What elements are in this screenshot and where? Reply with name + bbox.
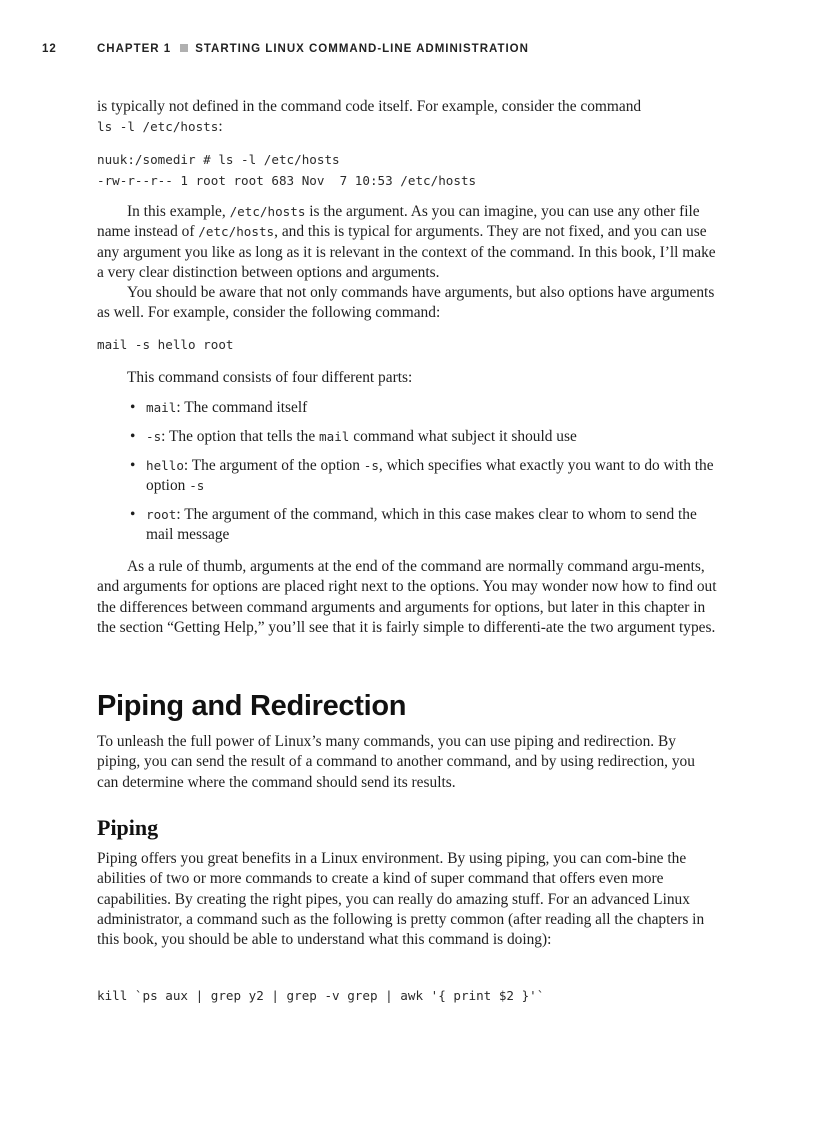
inline-code: mail (146, 400, 177, 415)
page-number: 12 (42, 43, 57, 55)
list-item (130, 398, 720, 418)
inline-code: root (146, 507, 177, 522)
code-line: -rw-r--r-- 1 root root 683 Nov 7 10:53 /etc/hosts (97, 173, 477, 188)
running-head (97, 43, 529, 55)
inline-code: ls -l /etc/hosts (97, 119, 219, 135)
section-heading: Piping and Redirection (97, 690, 407, 722)
inline-code: -s (146, 429, 162, 444)
list-item (130, 456, 720, 496)
item-text: : The command itself (176, 399, 308, 416)
paragraph: As a rule of thumb, arguments at the end of the command are normally command argu-ments, and arguments for options are placed right next to the options. You may wonder now how to find out the differences between command arguments and arguments for options, but later in this chapter in the section “Getting Help,” you’ll see that it is fairly simple to differenti-ate the two argument types. (97, 558, 717, 636)
paragraph: This command consists of four different parts: (127, 369, 413, 386)
item-text: command what subject it should use (349, 428, 577, 445)
text-run: is the argument. As you can imagine, you can use any other file name instead of (97, 203, 700, 241)
piping-paragraph: Piping offers you great benefits in a Linux environment. By using piping, you can com-bine the abilities of two or more commands to create a kind of super command that offers even more capabilities. By creating the right pipes, you can really do amazing stuff. For an advanced Linux administrator, a command such as the following is pretty common (after reading all the chapters in this book, you should be able to understand what this command is doing): (97, 850, 705, 949)
paragraph (97, 202, 717, 283)
list-item (130, 505, 720, 545)
item-text: : The argument of the option (183, 457, 364, 474)
chapter-title: STARTING LINUX COMMAND-LINE ADMINISTRATION (195, 43, 529, 55)
text-run: , and this is typical for arguments. They are not fixed, and you can use any argument you like as long as it is relevant in the context of the command. In this book, I’ll make a very clear distinction between options and arguments. (97, 223, 716, 281)
item-text: : The option that tells the (161, 428, 320, 445)
inline-code: -s (363, 458, 379, 473)
running-header (0, 43, 816, 59)
item-text: , which specifies what exactly you want to do with the option (146, 457, 714, 494)
inline-code: hello (146, 458, 184, 473)
list-item (130, 427, 720, 447)
bullet-icon: • (130, 399, 136, 416)
subsection-heading: Piping (97, 815, 159, 840)
inline-code: -s (189, 478, 205, 493)
item-text: : The argument of the command, which in this case makes clear to whom to send the mail message (146, 506, 697, 543)
code-line: nuuk:/somedir # ls -l /etc/hosts (97, 152, 340, 167)
section-intro-paragraph: To unleash the full power of Linux’s many commands, you can use piping and redirection. By piping, you can send the result of a command to another command, and by using redirection, you can determine where the command should send its results. (97, 733, 695, 791)
intro-paragraph (97, 97, 717, 138)
code-block-kill: kill `ps aux | grep y2 | grep -v grep | awk '{ print $2 }'` (97, 988, 545, 1003)
intro-text: is typically not defined in the command code itself. For example, consider the command (97, 98, 642, 115)
separator-square-icon (180, 44, 188, 52)
rule-of-thumb-paragraph (97, 557, 717, 638)
argument-explanation (97, 202, 717, 324)
inline-code: mail (319, 429, 350, 444)
bullet-icon: • (130, 457, 136, 474)
bullet-icon: • (130, 506, 136, 523)
inline-code: /etc/hosts (198, 224, 275, 240)
paragraph: You should be aware that not only commands have arguments, but also options have arguments as well. For example, consider the following command: (97, 284, 715, 322)
inline-code: /etc/hosts (229, 204, 306, 219)
intro-colon: : (218, 118, 223, 136)
text-run: In this example, (127, 203, 230, 220)
chapter-label: CHAPTER 1 (97, 43, 172, 55)
code-block-mail: mail -s hello root (97, 337, 234, 352)
code-block-ls (97, 149, 476, 191)
bullet-icon: • (130, 428, 136, 445)
